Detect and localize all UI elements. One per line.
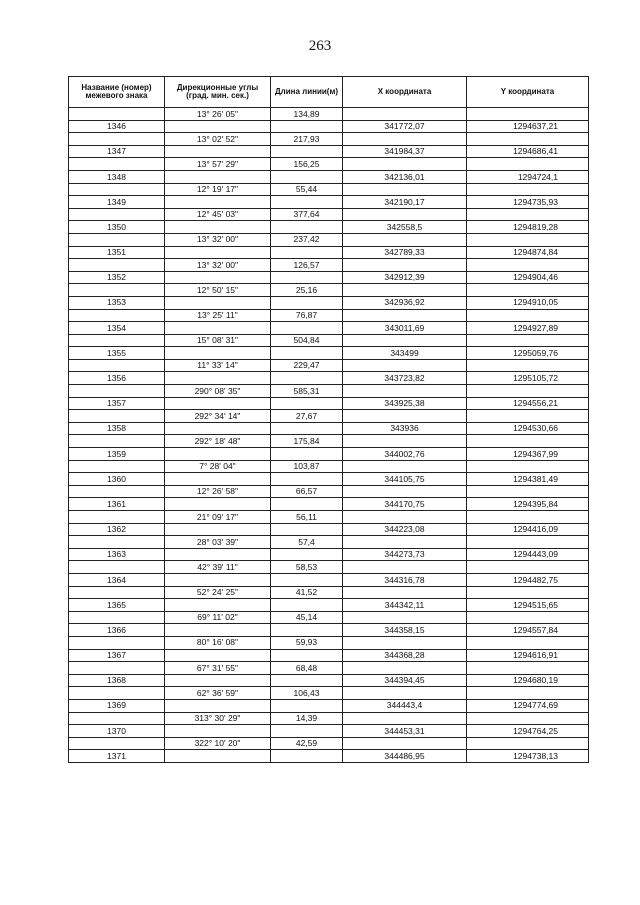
point-row <box>69 271 589 284</box>
point-y: 1294927,89 <box>467 322 589 335</box>
point-x: 344002,76 <box>343 448 467 461</box>
segment-angle: 80° 16' 08" <box>165 636 271 649</box>
point-row <box>69 699 589 712</box>
segment-length: 45,14 <box>271 611 343 624</box>
point-x: 344342,11 <box>343 599 467 612</box>
point-name: 1369 <box>69 699 165 712</box>
segment-row <box>69 133 589 146</box>
segment-angle: 13° 26' 05" <box>165 108 271 121</box>
segment-angle: 13° 02' 52" <box>165 133 271 146</box>
segment-row <box>69 259 589 272</box>
point-name: 1371 <box>69 750 165 763</box>
segment-length: 41,52 <box>271 586 343 599</box>
point-name: 1352 <box>69 271 165 284</box>
point-x: 344443,4 <box>343 699 467 712</box>
point-name: 1346 <box>69 120 165 133</box>
point-y: 1294530,66 <box>467 422 589 435</box>
segment-angle: 28° 03' 39" <box>165 536 271 549</box>
segment-angle: 12° 26' 58" <box>165 485 271 498</box>
segment-angle: 11° 33' 14" <box>165 359 271 372</box>
segment-row <box>69 460 589 473</box>
point-name: 1365 <box>69 599 165 612</box>
segment-row <box>69 586 589 599</box>
point-y: 1295059,76 <box>467 347 589 360</box>
segment-length: 66,57 <box>271 485 343 498</box>
point-x: 342136,01 <box>343 170 467 183</box>
point-x: 343925,38 <box>343 397 467 410</box>
segment-length: 175,84 <box>271 435 343 448</box>
segment-length: 55,44 <box>271 183 343 196</box>
point-name: 1360 <box>69 473 165 486</box>
header-length: Длина линии(м) <box>271 77 343 108</box>
point-y: 1295105,72 <box>467 372 589 385</box>
segment-row <box>69 359 589 372</box>
segment-angle: 292° 18' 48" <box>165 435 271 448</box>
table-header-row <box>69 77 589 108</box>
segment-length: 76,87 <box>271 309 343 322</box>
segment-length: 68,48 <box>271 662 343 675</box>
table-body <box>69 108 589 763</box>
point-name: 1350 <box>69 221 165 234</box>
point-name: 1370 <box>69 725 165 738</box>
segment-row <box>69 385 589 398</box>
segment-angle: 42° 39' 11" <box>165 561 271 574</box>
point-x: 344170,75 <box>343 498 467 511</box>
point-x: 343723,82 <box>343 372 467 385</box>
point-x: 341772,07 <box>343 120 467 133</box>
point-row <box>69 448 589 461</box>
point-x: 343011,69 <box>343 322 467 335</box>
point-x: 342789,33 <box>343 246 467 259</box>
point-x: 344394,45 <box>343 674 467 687</box>
point-y: 1294680,19 <box>467 674 589 687</box>
segment-angle: 322° 10' 20" <box>165 737 271 750</box>
point-x: 341984,37 <box>343 145 467 158</box>
point-y: 1294637,21 <box>467 120 589 133</box>
segment-length: 42,59 <box>271 737 343 750</box>
point-row <box>69 548 589 561</box>
page-number: 263 <box>308 38 332 54</box>
segment-angle: 13° 32' 00" <box>165 233 271 246</box>
segment-angle: 21° 09' 17" <box>165 511 271 524</box>
point-row <box>69 221 589 234</box>
segment-angle: 12° 45' 03" <box>165 208 271 221</box>
point-x: 344273,73 <box>343 548 467 561</box>
point-y: 1294381,49 <box>467 473 589 486</box>
segment-length: 504,84 <box>271 334 343 347</box>
point-y: 1294910,05 <box>467 296 589 309</box>
segment-length: 229,47 <box>271 359 343 372</box>
point-row <box>69 523 589 536</box>
segment-row <box>69 687 589 700</box>
segment-row <box>69 158 589 171</box>
point-row <box>69 372 589 385</box>
point-y: 1294686,41 <box>467 145 589 158</box>
point-name: 1358 <box>69 422 165 435</box>
point-row <box>69 246 589 259</box>
point-y: 1294874,84 <box>467 246 589 259</box>
point-name: 1364 <box>69 573 165 586</box>
point-x: 343936 <box>343 422 467 435</box>
point-row <box>69 624 589 637</box>
point-name: 1361 <box>69 498 165 511</box>
segment-angle: 13° 32' 00" <box>165 259 271 272</box>
point-row <box>69 674 589 687</box>
segment-row <box>69 611 589 624</box>
point-name: 1359 <box>69 448 165 461</box>
point-row <box>69 573 589 586</box>
point-y: 1294515,65 <box>467 599 589 612</box>
segment-row <box>69 435 589 448</box>
point-x: 344316,78 <box>343 573 467 586</box>
point-x: 342912,39 <box>343 271 467 284</box>
point-y: 1294443,09 <box>467 548 589 561</box>
point-name: 1349 <box>69 196 165 209</box>
point-x: 342936,92 <box>343 296 467 309</box>
segment-angle: 67° 31' 55" <box>165 662 271 675</box>
segment-row <box>69 636 589 649</box>
segment-length: 237,42 <box>271 233 343 246</box>
point-y: 1294774,69 <box>467 699 589 712</box>
point-row <box>69 347 589 360</box>
point-x: 344453,31 <box>343 725 467 738</box>
point-y: 1294367,99 <box>467 448 589 461</box>
segment-length: 585,31 <box>271 385 343 398</box>
point-name: 1362 <box>69 523 165 536</box>
segment-angle: 62° 36' 59" <box>165 687 271 700</box>
segment-length: 156,25 <box>271 158 343 171</box>
segment-length: 217,93 <box>271 133 343 146</box>
point-name: 1353 <box>69 296 165 309</box>
segment-row <box>69 233 589 246</box>
header-x: X координата <box>343 77 467 108</box>
point-name: 1351 <box>69 246 165 259</box>
segment-row <box>69 284 589 297</box>
point-y: 1294482,75 <box>467 573 589 586</box>
segment-length: 25,16 <box>271 284 343 297</box>
segment-length: 56,11 <box>271 511 343 524</box>
point-y: 1294557,84 <box>467 624 589 637</box>
segment-angle: 7° 28' 04" <box>165 460 271 473</box>
point-row <box>69 196 589 209</box>
point-y: 1294738,13 <box>467 750 589 763</box>
segment-angle: 13° 57' 29" <box>165 158 271 171</box>
segment-length: 57,4 <box>271 536 343 549</box>
point-y: 1294735,93 <box>467 196 589 209</box>
point-row <box>69 599 589 612</box>
segment-length: 103,87 <box>271 460 343 473</box>
point-name: 1367 <box>69 649 165 662</box>
point-row <box>69 725 589 738</box>
point-y: 1294724,1 <box>467 170 589 183</box>
point-row <box>69 498 589 511</box>
point-row <box>69 145 589 158</box>
point-name: 1363 <box>69 548 165 561</box>
segment-angle: 13° 25' 11" <box>165 309 271 322</box>
point-row <box>69 120 589 133</box>
point-row <box>69 296 589 309</box>
segment-length: 106,43 <box>271 687 343 700</box>
point-name: 1366 <box>69 624 165 637</box>
point-row <box>69 750 589 763</box>
segment-row <box>69 108 589 121</box>
segment-row <box>69 410 589 423</box>
point-y: 1294416,09 <box>467 523 589 536</box>
point-name: 1354 <box>69 322 165 335</box>
point-x: 344486,95 <box>343 750 467 763</box>
point-row <box>69 170 589 183</box>
segment-length: 134,89 <box>271 108 343 121</box>
point-row <box>69 422 589 435</box>
segment-row <box>69 737 589 750</box>
segment-angle: 52° 24' 25" <box>165 586 271 599</box>
segment-row <box>69 309 589 322</box>
segment-angle: 12° 50' 15" <box>165 284 271 297</box>
segment-length: 377,64 <box>271 208 343 221</box>
header-angle: Дирекционные углы (град. мин. сек.) <box>165 77 271 108</box>
point-y: 1294395,84 <box>467 498 589 511</box>
point-x: 344105,75 <box>343 473 467 486</box>
point-y: 1294904,46 <box>467 271 589 284</box>
point-row <box>69 322 589 335</box>
segment-angle: 313° 30' 29" <box>165 712 271 725</box>
point-y: 1294764,25 <box>467 725 589 738</box>
point-x: 344368,28 <box>343 649 467 662</box>
segment-row <box>69 536 589 549</box>
point-row <box>69 397 589 410</box>
segment-angle: 290° 08' 35" <box>165 385 271 398</box>
header-y: Y координата <box>467 77 589 108</box>
segment-row <box>69 712 589 725</box>
segment-angle: 69° 11' 02" <box>165 611 271 624</box>
segment-row <box>69 561 589 574</box>
segment-angle: 12° 19' 17" <box>165 183 271 196</box>
point-name: 1347 <box>69 145 165 158</box>
point-name: 1355 <box>69 347 165 360</box>
coordinates-table <box>68 76 589 763</box>
point-name: 1357 <box>69 397 165 410</box>
point-name: 1348 <box>69 170 165 183</box>
segment-row <box>69 511 589 524</box>
segment-angle: 292° 34' 14" <box>165 410 271 423</box>
segment-length: 58,53 <box>271 561 343 574</box>
point-x: 342190,17 <box>343 196 467 209</box>
header-name: Название (номер) межевого знака <box>69 77 165 108</box>
point-x: 342558,5 <box>343 221 467 234</box>
point-row <box>69 649 589 662</box>
point-y: 1294556,21 <box>467 397 589 410</box>
point-x: 343499 <box>343 347 467 360</box>
segment-length: 14,39 <box>271 712 343 725</box>
segment-length: 59,93 <box>271 636 343 649</box>
point-y: 1294616,91 <box>467 649 589 662</box>
point-row <box>69 473 589 486</box>
segment-row <box>69 662 589 675</box>
point-y: 1294819,28 <box>467 221 589 234</box>
point-x: 344223,08 <box>343 523 467 536</box>
point-name: 1356 <box>69 372 165 385</box>
point-name: 1368 <box>69 674 165 687</box>
segment-angle: 15° 08' 31" <box>165 334 271 347</box>
segment-length: 126,57 <box>271 259 343 272</box>
segment-row <box>69 183 589 196</box>
segment-row <box>69 334 589 347</box>
segment-row <box>69 485 589 498</box>
segment-row <box>69 208 589 221</box>
point-x: 344358,15 <box>343 624 467 637</box>
segment-length: 27,67 <box>271 410 343 423</box>
